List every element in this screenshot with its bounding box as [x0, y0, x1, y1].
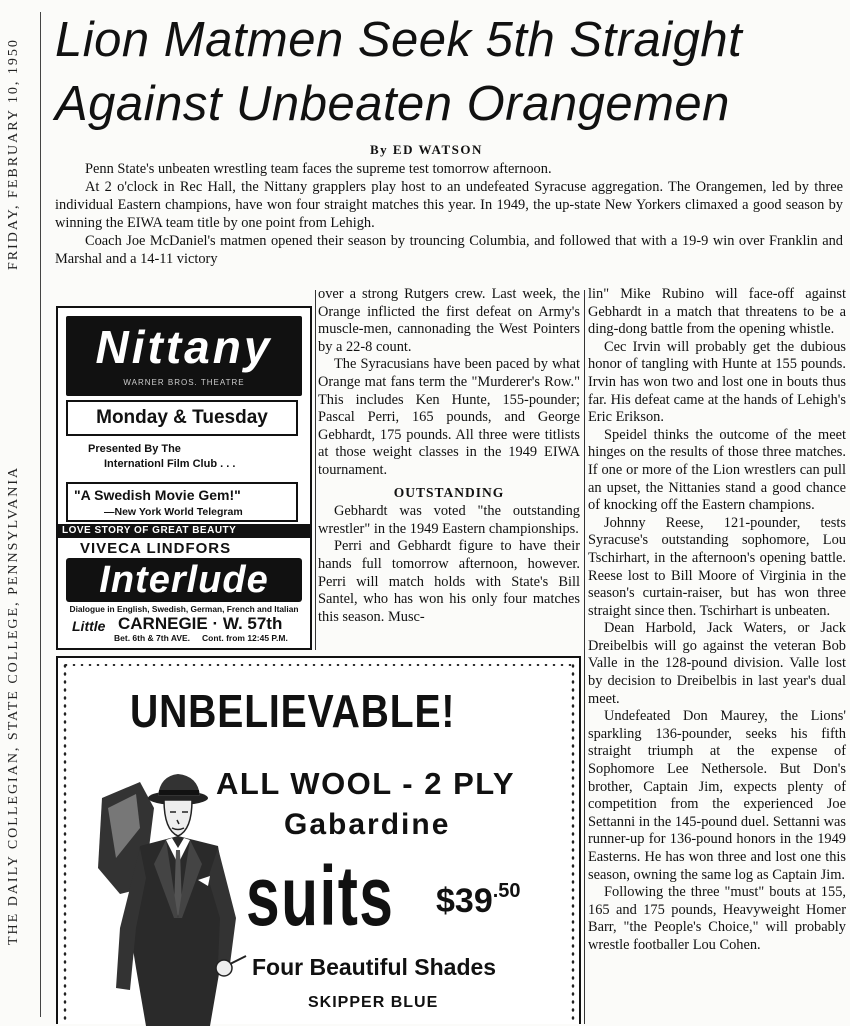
review-quote [66, 482, 298, 522]
suit-ad-price [436, 882, 521, 921]
cinema-street: Bet. 6th & 7th AVE. [114, 633, 191, 643]
presented-by [88, 442, 298, 472]
margin-labels [6, 10, 32, 1010]
column-paragraph: Speidel thinks the outcome of the meet hinges on the results of those three matches. If one or more of the Lion wrestlers can pull an upset, the Nittanies stand a good chance of knocking off the Eastern champions. [588, 426, 846, 514]
love-story-banner: LOVE STORY OF GREAT BEAUTY [58, 524, 310, 538]
article-lead [55, 160, 843, 268]
nittany-theatre-ad [56, 306, 312, 650]
show-times: Cont. from 12:45 P.M. [202, 633, 288, 643]
column-paragraph: over a strong Rutgers crew. Last week, the Orange inflicted the first defeat on Army's muscle-men, cannonading the West Pointers by a 22-8 count. [318, 286, 580, 355]
article-column-2 [318, 286, 580, 626]
headline-line-2: Against Unbeaten Orangemen [55, 77, 730, 131]
quote-text: "A Swedish Movie Gem!" [74, 487, 241, 503]
suit-ad-color: SKIPPER BLUE [308, 994, 439, 1011]
column-rule [315, 290, 316, 650]
price-main: $39 [436, 882, 493, 920]
suit-ad-headline: UNBELIEVABLE! [130, 685, 456, 737]
margin-rule [40, 12, 41, 1017]
cinema-info [72, 614, 302, 644]
man-in-suit-illustration [80, 768, 250, 1026]
lead-paragraph: Coach Joe McDaniel's matmen opened their season by trouncing Columbia, and followed that with a 19-9 win over Franklin and Marshal and a 14-11 victory [55, 233, 843, 267]
film-title: Interlude [66, 558, 302, 602]
column-paragraph: Dean Harbold, Jack Waters, or Jack Dreibelbis will go against the veteran Bob Valle in the 128-pound division. Valle lost by decision to Dreibelbis in last year's dual meet. [588, 620, 846, 707]
lead-paragraph: At 2 o'clock in Rec Hall, the Nittany grapplers play host to an undefeated Syracuse aggregation. The Orangemen, led by three individual Eastern champions, have won four straight matches this year. In 1949, the up-state New Yorkers climaxed a good season by winning the EIWA team title by one point from Lehigh. [55, 179, 843, 231]
dialogue-languages: Dialogue in English, Swedish, German, French and Italian [69, 604, 299, 614]
suit-ad-shades: Four Beautiful Shades [252, 954, 497, 980]
dot-border-top [62, 662, 576, 668]
column-paragraph: The Syracusians have been paced by what Orange mat fans term the "Murderer's Row." This includes Ken Hunte, 155-pounder; Pascal Perri, 165 pounds, and George Gebhardt, 175 pounds. All three were titlists at those weight classes in the 1949 EIWA tournament. [318, 356, 580, 478]
presented-line-2: Internationl Film Club . . . [104, 458, 236, 470]
paper-label: THE DAILY COLLEGIAN, STATE COLLEGE, PENNSYLVANIA [6, 465, 21, 945]
subhead: OUTSTANDING [393, 484, 505, 500]
quote-source: —New York World Telegram [104, 506, 243, 518]
dot-border-right [570, 662, 576, 1022]
price-cents: .50 [492, 880, 521, 902]
article-column-3 [588, 286, 846, 955]
headline-line-1: Lion Matmen Seek 5th Straight [55, 13, 743, 67]
column-rule [584, 290, 585, 1024]
nittany-logo [66, 316, 302, 396]
star-name: VIVECA LINDFORS [80, 540, 232, 557]
column-paragraph: Johnny Reese, 121-pounder, tests Syracuse's outstanding sophomore, Lou Tschirhart, in the afternoon's opening battle. Reese lost to Bill Moore of Virginia in the season's curtain-raiser, but has won three straight since then. Tschirhart is unbeaten. [588, 514, 846, 619]
dot-border-left [62, 662, 68, 1022]
nittany-logo-subtitle: WARNER BROS. THEATRE [123, 378, 245, 387]
suit-ad-suits: suits [246, 849, 395, 943]
headline [55, 8, 845, 136]
lead-paragraph: Penn State's unbeaten wrestling team faces the supreme test tomorrow afternoon. [85, 161, 552, 177]
date-label: FRIDAY, FEBRUARY 10, 1950 [6, 38, 21, 270]
nittany-logo-text: Nittany [95, 321, 273, 373]
little-label: Little [72, 618, 106, 634]
suit-ad [56, 656, 581, 1024]
cinema-name: CARNEGIE · W. 57th [118, 614, 283, 633]
presented-line-1: Presented By The [88, 443, 181, 455]
byline: By ED WATSON [370, 142, 483, 157]
column-paragraph: Perri and Gebhardt figure to have their hands full tomorrow afternoon, however. Perri will match holds with State's Bill Santel, who has won his only four matches this season. Musc- [318, 538, 580, 625]
column-paragraph: Cec Irvin will probably get the dubious honor of tangling with Hunte at 155 pounds. Irvin has won two and lost one in bouts thus far. His defeat came at the hands of Lehigh's Eric Erikson. [588, 338, 846, 426]
suit-ad-fabric: ALL WOOL - 2 PLY [216, 766, 516, 801]
suit-ad-material: Gabardine [284, 808, 451, 841]
column-paragraph: Following the three "must" bouts at 155, 165 and 175 pounds, Heavyweight Homer Barr, "the People's Choice," will probably wrestle footballer Lou Cohen. [588, 884, 846, 953]
show-days: Monday & Tuesday [66, 400, 298, 436]
column-paragraph: lin" Mike Rubino will face-off against Gebhardt in a match that threatens to be a ding-dong battle from the opening whistle. [588, 286, 846, 338]
column-paragraph: Gebhardt was voted "the outstanding wrestler" in the 1949 Eastern championships. [318, 503, 580, 537]
column-paragraph: Undefeated Don Maurey, the Lions' sparkling 136-pounder, seeks his fifth straight triumph at the expense of Sophomore Lee Nethersole. But Don's brother, Captain Jim, expects plenty of competition from the experienced Joe Settanni in the 145-pound duel. Settanni was runner-up for 136-pound honors in the 1949 Easterns. He has won three and lost one this season, owning the same log as Captain Jim. [588, 708, 846, 883]
